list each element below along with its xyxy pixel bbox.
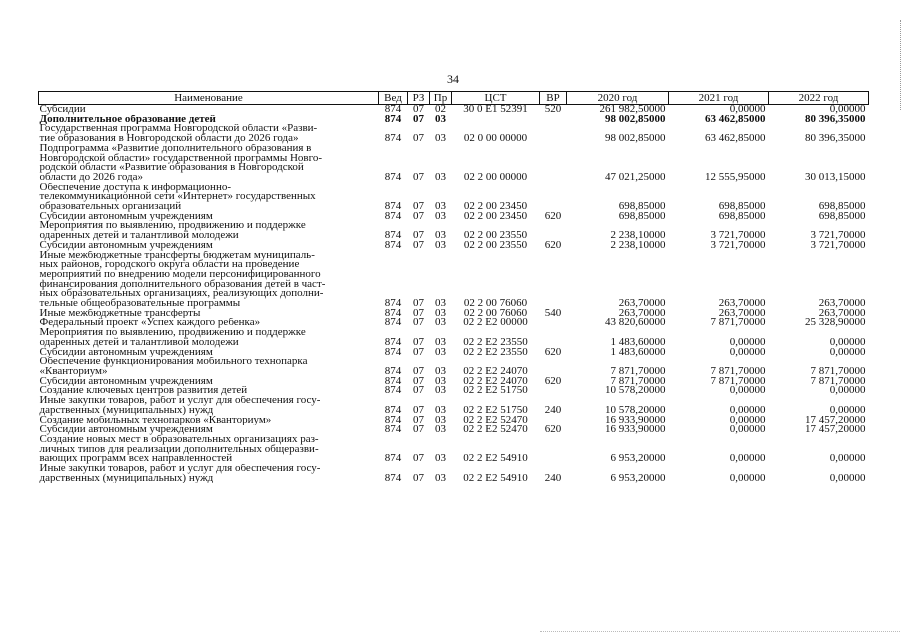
- table-row: [39, 241, 869, 251]
- cell-2021: 0,00000: [729, 403, 766, 416]
- cell-2020: 698,85000: [618, 211, 666, 222]
- table-row: [39, 357, 869, 376]
- cell-name: Создание мобильных технопарков «Кванториум»: [39, 415, 272, 426]
- header-cst: ЦСТ: [452, 92, 540, 105]
- table-header: [39, 92, 869, 105]
- cell-rz: 07: [413, 297, 424, 309]
- cell-name: Иные закупки товаров, работ и услуг для обеспечения госу- дарственных (муниципальных) нужд: [39, 464, 321, 484]
- cell-2021: 12 555,95000: [705, 170, 766, 183]
- cell-rz: 07: [413, 114, 424, 125]
- cell-2021: 698,85000: [718, 200, 766, 212]
- cell-rz: 07: [413, 347, 424, 358]
- cell-pr: 03: [435, 240, 446, 251]
- cell-2021: 0,00000: [729, 471, 766, 484]
- cell-cst: 02 2 E2 52470: [463, 415, 528, 426]
- cell-cst: 02 2 00 23450: [463, 211, 528, 222]
- cell-vr: [540, 144, 567, 183]
- cell-2021: 0,00000: [729, 335, 766, 348]
- cell-rz: 07: [413, 471, 424, 484]
- cell-name: Подпрограмма «Развитие дополнительного образования в Новгородской области» государственной программы Новго- родской области «Развитие образования в Новгородской области до 2026 года»: [39, 143, 323, 183]
- cell-vr: [540, 386, 567, 396]
- cell-rz: 07: [413, 364, 424, 377]
- cell-rz: 07: [413, 425, 424, 435]
- cell-cst: 02 2 E2 24070: [463, 376, 528, 387]
- table-row: [39, 144, 869, 183]
- cell-ved: 874: [384, 211, 402, 222]
- cell-2022: 0,00000: [829, 471, 866, 484]
- table-row: [39, 425, 869, 435]
- cell-rz: 07: [413, 104, 424, 115]
- cell-ved: 874: [384, 415, 402, 426]
- table-row: [39, 309, 869, 319]
- cell-vr: 540: [544, 308, 562, 319]
- cell-2020: 98 002,85000: [605, 132, 666, 144]
- cell-vr: [540, 115, 567, 125]
- cell-cst: 02 0 00 00000: [463, 132, 528, 144]
- table-row: [39, 416, 869, 426]
- cell-vr: [540, 328, 567, 347]
- cell-vr: 240: [544, 471, 562, 484]
- cell-name: Дополнительное образование детей: [39, 114, 216, 125]
- cell-2022: 0,00000: [829, 386, 866, 397]
- cell-pr: 03: [435, 170, 446, 183]
- cell-vr: 620: [544, 347, 562, 358]
- cell-cst: 02 2 E2 54910: [463, 452, 528, 465]
- cell-pr: 03: [435, 229, 446, 241]
- cell-2021: 0,00000: [729, 104, 766, 115]
- cell-rz: 07: [413, 170, 424, 183]
- cell-2022: 17 457,20000: [805, 415, 866, 426]
- scan-artifact-right: [900, 20, 903, 110]
- cell-name: Иные межбюджетные трансферты бюджетам муниципаль- ных районов, городского округа области на проведение мероприятий по внедрению модели персонифицированного финансирования дополнительного образования детей в част- ных образовательных организациях, реализующих дополни- тельные общеобразовательные программы: [39, 250, 326, 309]
- cell-name: Мероприятия по выявлению, продвижению и поддержке одаренных детей и талантливой молодежи: [39, 328, 306, 348]
- cell-name: Федеральный проект «Успех каждого ребенка»: [39, 318, 261, 329]
- cell-name: Субсидии автономным учреждениям: [39, 240, 213, 251]
- cell-2020: 47 021,25000: [605, 170, 666, 183]
- cell-cst: 02 2 00 23550: [463, 229, 528, 241]
- header-pr: Пр: [430, 92, 452, 105]
- cell-rz: 07: [413, 211, 424, 222]
- cell-vr: [540, 435, 567, 464]
- cell-pr: 03: [435, 132, 446, 144]
- cell-rz: 07: [413, 240, 424, 251]
- cell-pr: 03: [435, 211, 446, 222]
- cell-2020: 6 953,20000: [610, 452, 666, 465]
- cell-cst: 02 2 00 00000: [463, 170, 528, 183]
- table-row: [39, 212, 869, 222]
- cell-vr: [540, 318, 567, 328]
- cell-2021: 63 462,85000: [705, 114, 766, 125]
- cell-vr: [540, 221, 567, 240]
- cell-2022: 30 013,15000: [805, 170, 866, 183]
- cell-2021: 3 721,70000: [710, 240, 766, 251]
- cell-2022: 263,70000: [818, 308, 866, 319]
- cell-name: Субсидии автономным учреждениям: [39, 376, 213, 387]
- cell-vr: 520: [544, 104, 562, 115]
- cell-pr: 03: [435, 471, 446, 484]
- cell-2022: 263,70000: [818, 297, 866, 309]
- cell-2021: 7 871,70000: [710, 376, 766, 387]
- cell-vr: [540, 251, 567, 309]
- cell-2021: 263,70000: [718, 308, 766, 319]
- cell-cst: 02 2 E2 52470: [463, 425, 528, 435]
- cell-2022: 17 457,20000: [805, 425, 866, 435]
- cell-pr: 03: [435, 425, 446, 435]
- cell-ved: 874: [384, 200, 402, 212]
- cell-cst: 02 2 E2 51750: [463, 403, 528, 416]
- header-vr: ВР: [540, 92, 567, 105]
- cell-2020: 263,70000: [618, 308, 666, 319]
- cell-ved: 874: [384, 471, 402, 484]
- table-row: [39, 464, 869, 483]
- cell-ved: 874: [384, 425, 402, 435]
- cell-ved: 874: [384, 297, 402, 309]
- cell-2022: 7 871,70000: [810, 376, 866, 387]
- cell-cst: 02 2 E2 23550: [463, 347, 528, 358]
- cell-ved: 874: [384, 335, 402, 348]
- cell-rz: 07: [413, 308, 424, 319]
- cell-2020: 2 238,10000: [610, 240, 666, 251]
- cell-vr: 240: [544, 403, 562, 416]
- cell-name: Субсидии автономным учреждениям: [39, 347, 213, 358]
- cell-2022: 0,00000: [829, 347, 866, 358]
- cell-2020: 2 238,10000: [610, 229, 666, 241]
- header-2022: 2022 год: [769, 92, 869, 105]
- cell-pr: 03: [435, 386, 446, 397]
- cell-cst: 02 2 E2 23550: [463, 335, 528, 348]
- cell-2021: 0,00000: [729, 452, 766, 465]
- cell-2021: 0,00000: [729, 386, 766, 397]
- cell-2020: 7 871,70000: [610, 376, 666, 387]
- cell-rz: 07: [413, 229, 424, 241]
- cell-2022: 7 871,70000: [810, 364, 866, 377]
- cell-2022: 3 721,70000: [810, 229, 866, 241]
- cell-vr: [540, 124, 567, 143]
- cell-2021: 3 721,70000: [710, 229, 766, 241]
- cell-name: Субсидии автономным учреждениям: [39, 425, 213, 435]
- cell-vr: [540, 416, 567, 426]
- cell-pr: 03: [435, 200, 446, 212]
- cell-cst: 02 2 00 76060: [463, 297, 528, 309]
- cell-2021: 7 871,70000: [710, 318, 766, 329]
- header-rz: РЗ: [408, 92, 430, 105]
- table-row: [39, 115, 869, 125]
- cell-ved: 874: [384, 386, 402, 397]
- cell-name: Обеспечение доступа к информационно- телекоммуникационной сети «Интернет» государственных образовательных организаций: [39, 182, 316, 212]
- table-row: [39, 386, 869, 396]
- cell-2020: 263,70000: [618, 297, 666, 309]
- cell-cst: [452, 115, 540, 125]
- cell-2020: 10 578,20000: [605, 386, 666, 397]
- cell-2021: 0,00000: [729, 347, 766, 358]
- cell-vr: [540, 183, 567, 212]
- cell-pr: 03: [435, 308, 446, 319]
- cell-ved: 874: [384, 170, 402, 183]
- cell-rz: 07: [413, 415, 424, 426]
- cell-cst: 02 2 00 23450: [463, 200, 528, 212]
- cell-name: Создание новых мест в образовательных организациях раз- личных типов для реализации дополнительных общеразви- вающих программ всех направленностей: [39, 434, 319, 465]
- cell-name: Создание ключевых центров развития детей: [39, 386, 248, 397]
- table-row: [39, 377, 869, 387]
- cell-pr: 03: [435, 403, 446, 416]
- cell-2022: 0,00000: [829, 403, 866, 416]
- table-row: [39, 328, 869, 347]
- cell-2021: 698,85000: [718, 211, 766, 222]
- cell-ved: 874: [384, 132, 402, 144]
- cell-ved: 874: [384, 104, 402, 115]
- cell-pr: 03: [435, 297, 446, 309]
- cell-cst: 02 2 00 76060: [463, 308, 528, 319]
- cell-2021: 0,00000: [729, 415, 766, 426]
- cell-cst: 02 2 E2 00000: [463, 318, 528, 329]
- cell-pr: 03: [435, 335, 446, 348]
- table-row: [39, 348, 869, 358]
- cell-2022: 3 721,70000: [810, 240, 866, 251]
- cell-2020: 1 483,60000: [610, 335, 666, 348]
- cell-rz: 07: [413, 452, 424, 465]
- cell-vr: 620: [544, 240, 562, 251]
- cell-2022: 25 328,90000: [805, 318, 866, 329]
- cell-2020: 43 820,60000: [605, 318, 666, 329]
- table-row: [39, 221, 869, 240]
- cell-name: Государственная программа Новгородской области «Разви- тие образования в Новгородской области до 2026 года»: [39, 124, 318, 144]
- cell-2021: 263,70000: [718, 297, 766, 309]
- cell-vr: 620: [544, 425, 562, 435]
- cell-cst: 02 2 E2 54910: [463, 471, 528, 484]
- cell-2022: 80 396,35000: [805, 132, 866, 144]
- cell-rz: 07: [413, 132, 424, 144]
- table-row: [39, 251, 869, 309]
- cell-2021: 7 871,70000: [710, 364, 766, 377]
- table-row: [39, 396, 869, 415]
- cell-ved: 874: [384, 318, 402, 329]
- cell-pr: 03: [435, 452, 446, 465]
- table-row: [39, 124, 869, 143]
- cell-2020: 261 982,50000: [599, 104, 666, 115]
- cell-ved: 874: [384, 376, 402, 387]
- cell-2020: 6 953,20000: [610, 471, 666, 484]
- cell-ved: 874: [384, 240, 402, 251]
- cell-vr: 620: [544, 211, 562, 222]
- cell-pr: 03: [435, 415, 446, 426]
- cell-cst: 30 0 E1 52391: [463, 104, 528, 115]
- cell-name: Субсидии: [39, 104, 86, 115]
- cell-ved: 874: [384, 403, 402, 416]
- cell-cst: 02 2 E2 24070: [463, 364, 528, 377]
- cell-2020: 16 933,90000: [605, 425, 666, 435]
- table-row: [39, 183, 869, 212]
- cell-vr: [540, 357, 567, 376]
- cell-name: Субсидии автономным учреждениям: [39, 211, 213, 222]
- cell-name: Иные межбюджетные трансферты: [39, 308, 201, 319]
- cell-2021: 63 462,85000: [705, 132, 766, 144]
- cell-2022: 80 396,35000: [805, 114, 866, 125]
- cell-2022: 698,85000: [818, 211, 866, 222]
- cell-ved: 874: [384, 114, 402, 125]
- cell-2022: 0,00000: [829, 335, 866, 348]
- cell-pr: 03: [435, 114, 446, 125]
- cell-pr: 02: [435, 104, 446, 115]
- cell-pr: 03: [435, 347, 446, 358]
- header-2020: 2020 год: [567, 92, 669, 105]
- cell-2020: 98 002,85000: [605, 114, 666, 125]
- table-row: [39, 105, 869, 115]
- cell-name: Обеспечение функционирования мобильного технопарка «Кванториум»: [39, 357, 308, 377]
- header-2021: 2021 год: [669, 92, 769, 105]
- cell-ved: 874: [384, 364, 402, 377]
- cell-pr: 03: [435, 376, 446, 387]
- cell-2020: 698,85000: [618, 200, 666, 212]
- cell-rz: 07: [413, 376, 424, 387]
- cell-2022: 698,85000: [818, 200, 866, 212]
- cell-rz: 07: [413, 335, 424, 348]
- table-body: [39, 105, 869, 484]
- page-number: 34: [447, 72, 459, 86]
- cell-ved: 874: [384, 229, 402, 241]
- cell-pr: 03: [435, 364, 446, 377]
- cell-cst: 02 2 00 23550: [463, 240, 528, 251]
- cell-cst: 02 2 E2 51750: [463, 386, 528, 397]
- cell-rz: 07: [413, 403, 424, 416]
- cell-2020: 16 933,90000: [605, 415, 666, 426]
- cell-name: Мероприятия по выявлению, продвижению и поддержке одаренных детей и талантливой молодежи: [39, 221, 306, 241]
- cell-rz: 07: [413, 386, 424, 397]
- header-row: [39, 92, 869, 105]
- cell-ved: 874: [384, 347, 402, 358]
- cell-2020: 10 578,20000: [605, 403, 666, 416]
- cell-2020: 7 871,70000: [610, 364, 666, 377]
- header-name: Наименование: [39, 92, 379, 105]
- cell-name: Иные закупки товаров, работ и услуг для обеспечения госу- дарственных (муниципальных) нужд: [39, 396, 321, 416]
- table-row: [39, 318, 869, 328]
- cell-ved: 874: [384, 308, 402, 319]
- cell-ved: 874: [384, 452, 402, 465]
- cell-pr: 03: [435, 318, 446, 329]
- cell-2021: 0,00000: [729, 425, 766, 435]
- cell-rz: 07: [413, 200, 424, 212]
- cell-2020: 1 483,60000: [610, 347, 666, 358]
- cell-2022: 0,00000: [829, 452, 866, 465]
- cell-2022: 0,00000: [829, 104, 866, 115]
- cell-vr: 620: [544, 376, 562, 387]
- scan-artifact-bottom: [540, 631, 900, 634]
- table-row: [39, 435, 869, 464]
- budget-table: [38, 91, 869, 483]
- cell-rz: 07: [413, 318, 424, 329]
- header-ved: Вед: [379, 92, 408, 105]
